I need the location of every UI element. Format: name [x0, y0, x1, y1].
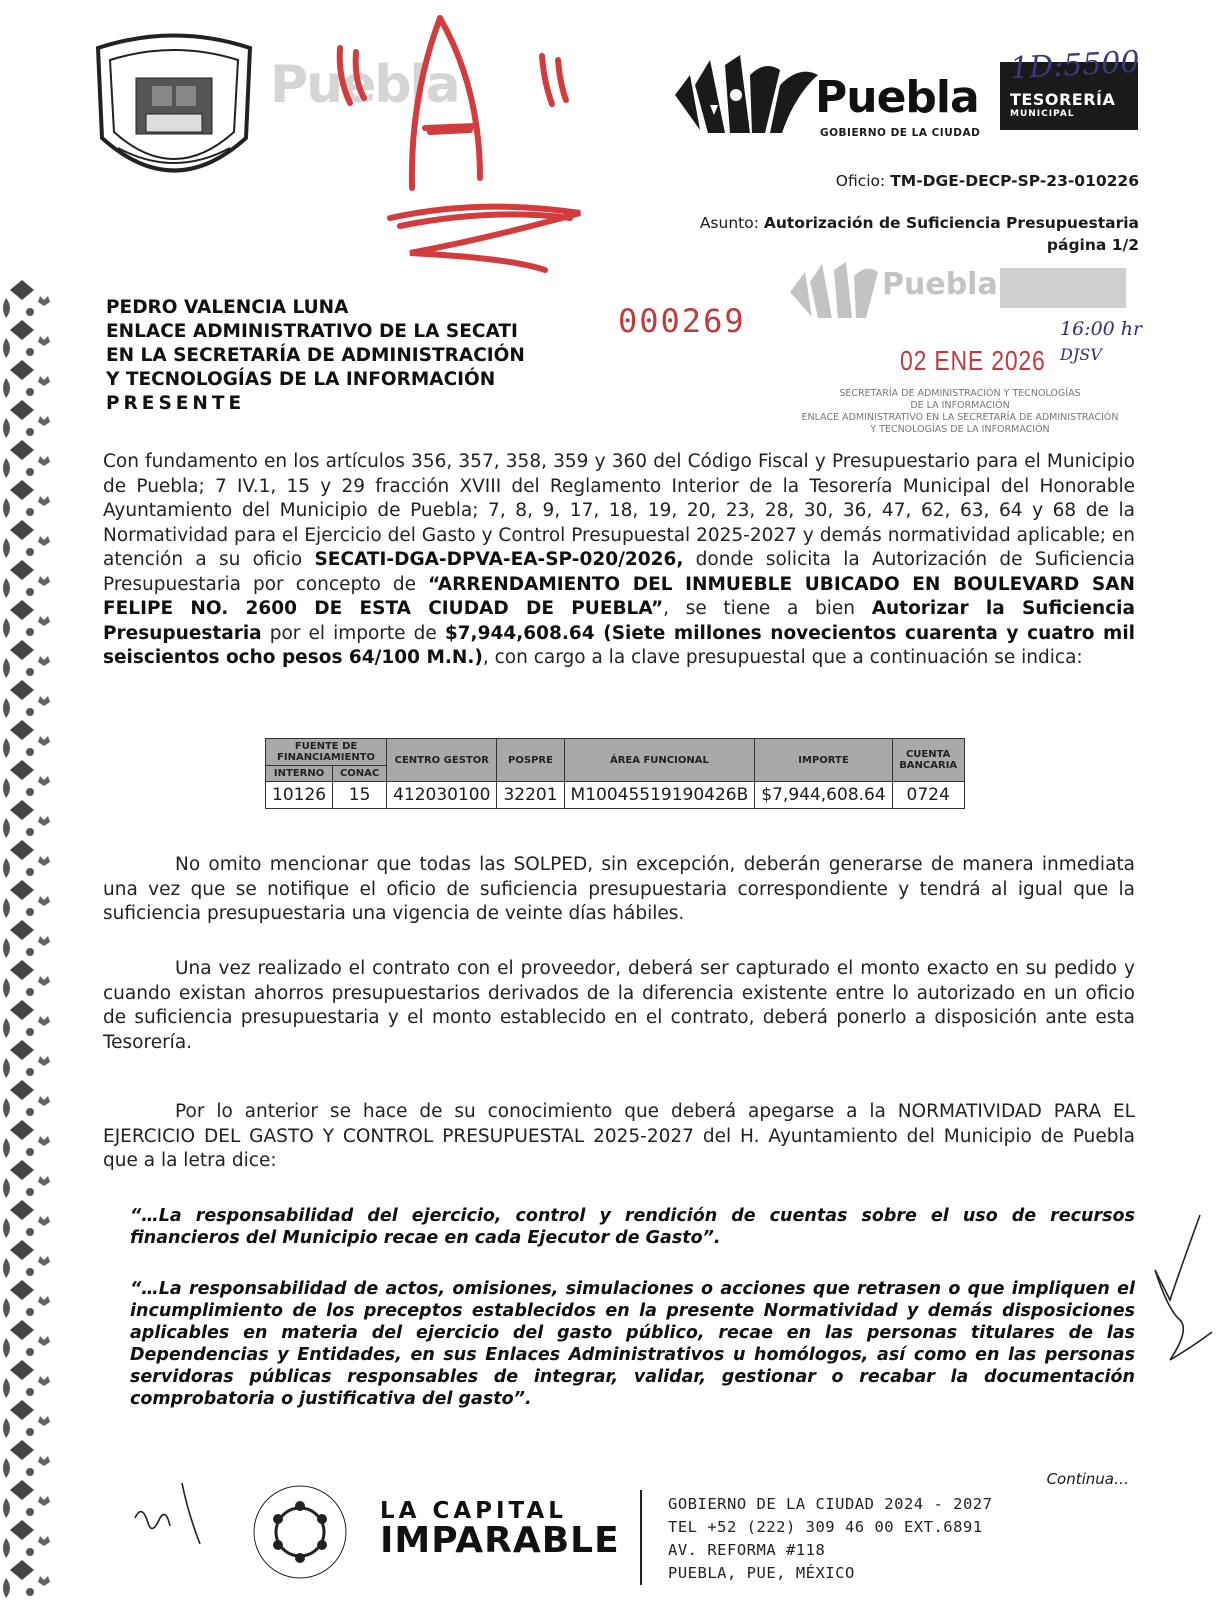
- footer-addr-2: TEL +52 (222) 309 46 00 EXT.6891: [668, 1518, 983, 1536]
- th-conac: CONAC: [333, 766, 387, 782]
- th-fuente: FUENTE DE FINANCIAMIENTO: [266, 739, 387, 766]
- paragraph-normatividad: Por lo anterior se hace de su conocimiento que deberá apegarse a la NORMATIVIDAD PARA EL EJERCICIO DEL GASTO Y CONTROL PRESUPUESTAL 2025-2027 del H. Ayuntamiento del Municipio de Puebla que a la letra dice:: [103, 1101, 1135, 1171]
- p1-text-b: donde solicita la Autorización de Suficiencia Presupuestaria por concepto de: [103, 549, 1135, 595]
- puebla-wordmark: Puebla: [815, 72, 979, 123]
- p1-autorizar: Autorizar la Suficiencia Presupuestaria: [103, 598, 1135, 644]
- oficio-line: [836, 172, 1139, 190]
- footer-addr-3: AV. REFORMA #118: [668, 1541, 826, 1559]
- oficio-label: Oficio:: [835, 172, 886, 190]
- svg-text:Puebla: Puebla: [882, 267, 998, 302]
- asunto-block: [700, 212, 1139, 256]
- capital-line-2: IMPARABLE: [380, 1520, 620, 1561]
- th-area: ÁREA FUNCIONAL: [564, 739, 755, 782]
- bleed-through-logo: Puebla: [270, 55, 459, 115]
- p1-text-c: , se tiene a bien: [663, 598, 872, 619]
- la-capital-imparable-logo: [380, 1498, 620, 1561]
- oficio-number: TM-DGE-DECP-SP-23-010226: [890, 172, 1139, 190]
- city-seal-logo: [88, 28, 260, 198]
- stamp-line-1: SECRETARÍA DE ADMINISTRACIÓN Y TECNOLOGÍAS: [839, 388, 1081, 399]
- cell-interno: 10126: [266, 782, 333, 809]
- addressee-line-1: ENLACE ADMINISTRATIVO DE LA SECATI: [106, 321, 518, 342]
- tesoreria-label: TESORERÍA: [1010, 90, 1116, 109]
- th-importe: IMPORTE: [755, 739, 892, 782]
- quote-responsabilidad-ejercicio: “…La responsabilidad del ejercicio, control y rendición de cuentas sobre el uso de recursos financieros del Municipio recae en cada Ejecutor de Gasto”.: [130, 1206, 1135, 1248]
- asunto-label: Asunto:: [699, 214, 759, 232]
- addressee-presente: PRESENTE: [106, 393, 246, 414]
- th-interno: INTERNO: [266, 766, 333, 782]
- footer-address: [668, 1493, 992, 1585]
- gobierno-subtitle: GOBIERNO DE LA CIUDAD: [820, 127, 981, 139]
- p1-oficio-ref: SECATI-DGA-DPVA-EA-SP-020/2026,: [314, 549, 684, 570]
- handwritten-initials: DJSV: [1060, 345, 1102, 364]
- table-row: [266, 782, 965, 809]
- th-centro: CENTRO GESTOR: [387, 739, 497, 782]
- footer-signature: [130, 1478, 210, 1548]
- stamp-line-2: DE LA INFORMACIÓN: [910, 400, 1010, 411]
- decorative-border: [0, 280, 62, 1600]
- page-indicator: página 1/2: [1046, 236, 1139, 254]
- cell-cuenta: 0724: [892, 782, 964, 809]
- p1-text-e: , con cargo a la clave presupuestal que a continuación se indica:: [482, 647, 1083, 668]
- margin-signature: [1150, 1210, 1220, 1380]
- reception-stamp-number: 000269: [618, 302, 746, 340]
- handwritten-time: 16:00 hr: [1060, 318, 1143, 340]
- stamp-line-4: Y TECNOLOGÍAS DE LA INFORMACIÓN: [870, 424, 1050, 435]
- reception-stamp-date: 02 ENE 2026: [900, 345, 1046, 376]
- budget-key-table: [265, 738, 965, 809]
- addressee-line-3: Y TECNOLOGÍAS DE LA INFORMACIÓN: [106, 369, 496, 390]
- addressee-line-2: EN LA SECRETARÍA DE ADMINISTRACIÓN: [106, 345, 525, 366]
- addressee-block: [106, 296, 525, 416]
- p1-text-d: por el importe de: [261, 622, 445, 644]
- capital-line-1: LA CAPITAL: [380, 1498, 567, 1524]
- quote-responsabilidad-actos: “…La responsabilidad de actos, omisiones, simulaciones o acciones que retrasen o que impliquen el incumplimiento de los preceptos establecidos en la presente Normatividad y demás disposiciones aplicables en materia del ejercicio del gasto público, recae en las personas titulares de las Dependencias y Entidades, en sus Enlaces Administrativos u homólogos, así como en las personas servidoras públicas responsables de integrar, validar, gestionar o recabar la documentación comprobatoria o justificativa del gasto”.: [130, 1279, 1135, 1409]
- handwritten-number: 1D:5500: [1009, 44, 1141, 87]
- paragraph-contrato: Una vez realizado el contrato con el proveedor, deberá ser capturado el monto exacto en su pedido y cuando existan ahorros presupuestarios derivados de la diferencia existente entre lo autorizado en un oficio de suficiencia presupuestaria y el monto establecido en el contrato, deberá ponerlo a disposición ante esta Tesorería.: [103, 958, 1135, 1053]
- paragraph-fundamento: [103, 450, 1135, 671]
- municipal-label: MUNICIPAL: [1010, 109, 1075, 119]
- cell-conac: 15: [333, 782, 387, 809]
- p1-concepto: “ARRENDAMIENTO DEL INMUEBLE UBICADO EN BOULEVARD SAN FELIPE NO. 2600 DE ESTA CIUDAD DE PUEBLA”: [103, 573, 1135, 619]
- cell-area: M10045519190426B: [564, 782, 755, 809]
- stamp-line-3: ENLACE ADMINISTRATIVO EN LA SECRETARÍA DE ADMINISTRACIÓN: [801, 412, 1119, 423]
- th-cuenta: CUENTA BANCARIA: [892, 739, 964, 782]
- cell-importe: $7,944,608.64: [755, 782, 892, 809]
- paragraph-solped: No omito mencionar que todas las SOLPED, sin excepción, deberán generarse de manera inmediata una vez que se notifique el oficio de suficiencia presupuestaria correspondiente y tendrá al igual que la suficiencia presupuestaria una vigencia de veinte días hábiles.: [103, 854, 1135, 924]
- reception-stamp-logo: [790, 262, 1130, 320]
- footer-addr-1: GOBIERNO DE LA CIUDAD 2024 - 2027: [668, 1495, 993, 1513]
- igualdad-laboral-badge: [250, 1482, 350, 1582]
- reception-stamp-text: [790, 388, 1130, 436]
- footer-divider: [640, 1490, 642, 1585]
- asunto-value: Autorización de Suficiencia Presupuestaria: [763, 214, 1139, 232]
- cell-pospre: 32201: [497, 782, 564, 809]
- footer-addr-4: PUEBLA, PUE, MÉXICO: [668, 1564, 855, 1582]
- continua-label: Continua…: [1046, 1470, 1129, 1488]
- p1-text-a: Con fundamento en los artículos 356, 357, 358, 359 y 360 del Código Fiscal y Presupuestario para el Municipio de Puebla; 7 IV.1, 15 y 29 fracción XVIII del Reglamento Interior de la Tesorería Municipal del Honorable Ayuntamiento del Municipio de Puebla; 7, 8, 9, 17, 18, 19, 20, 23, 28, 30, 36, 47, 62, 63, 64 y 68 de la Normatividad para el Ejercicio del Gasto y Control Presupuestal 2025-2027 y demás normatividad aplicable; en atención a su oficio: [103, 451, 1135, 570]
- th-pospre: POSPRE: [497, 739, 564, 782]
- cell-centro: 412030100: [387, 782, 497, 809]
- p1-importe: $7,944,608.64 (Siete millones novecientos cuarenta y cuatro mil seiscientos ocho pesos 64/100 M.N.): [103, 622, 1136, 668]
- red-crayon-annotation: [330, 8, 600, 298]
- addressee-name: PEDRO VALENCIA LUNA: [106, 297, 349, 318]
